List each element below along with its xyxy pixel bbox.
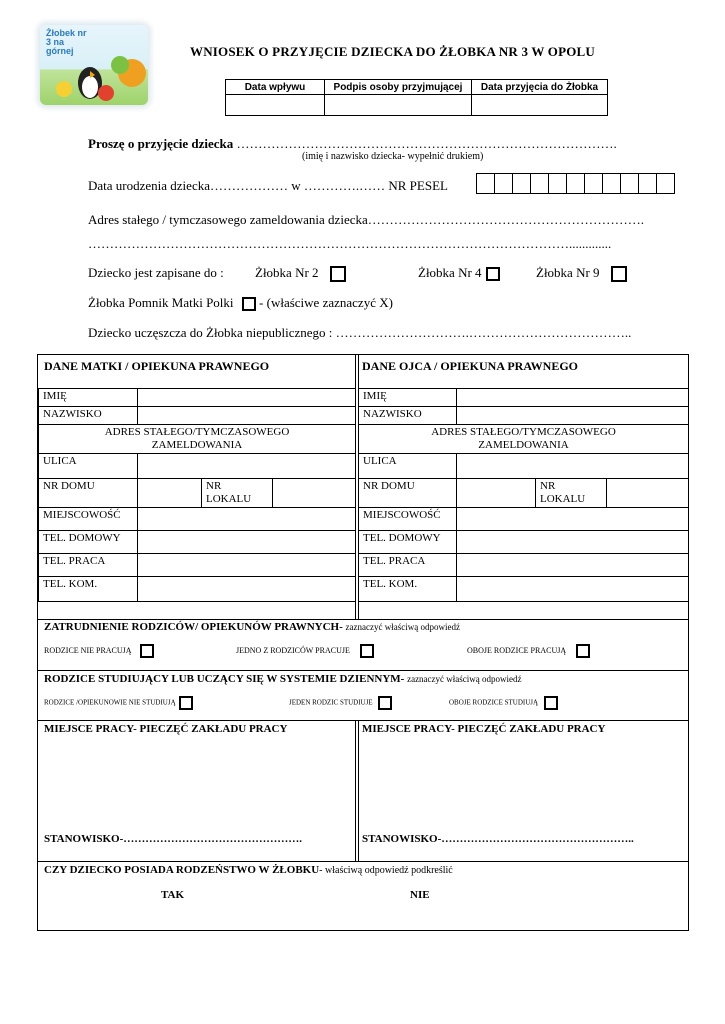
study-opt1[interactable]: RODZICE /OPIEKUNOWIE NIE STUDIUJĄ	[44, 696, 193, 710]
father-town-label: MIEJSCOWOŚĆ	[359, 508, 457, 531]
birth-date-field[interactable]: Data urodzenia dziecka……………… w ………….…… NR PESEL	[88, 178, 448, 193]
siblings-section	[44, 864, 453, 876]
page-title: WNIOSEK O PRZYJĘCIE DZIECKA DO ŻŁOBKA NR 3 W OPOLU	[190, 44, 596, 59]
mother-tel-mobile-label: TEL. KOM.	[39, 577, 138, 602]
father-flat-input[interactable]	[607, 479, 689, 508]
position-field-right[interactable]: STANOWISKO-……………………………………………..	[362, 833, 634, 845]
mother-house-label: NR DOMU	[39, 479, 138, 508]
request-line	[88, 136, 617, 152]
address-field[interactable]: Adres stałego / tymczasowego zameldowania dziecka……………………………………………………….	[88, 212, 644, 227]
mother-last-name-label: NAZWISKO	[39, 407, 138, 425]
siblings-yes[interactable]: TAK	[161, 889, 185, 901]
request-hint: (imię i nazwisko dziecka- wypełnić drukiem)	[302, 151, 484, 162]
employment-opt1-checkbox[interactable]	[140, 644, 154, 658]
mother-town-label: MIEJSCOWOŚĆ	[39, 508, 138, 531]
study-opt2-checkbox[interactable]	[378, 696, 392, 710]
pesel-boxes[interactable]	[476, 173, 675, 194]
nursery2-checkbox[interactable]	[330, 266, 346, 282]
father-house-input[interactable]	[457, 479, 536, 508]
study-opt2[interactable]: JEDEN RODZIC STUDIUJE	[289, 696, 392, 710]
mother-house-input[interactable]	[138, 479, 202, 508]
father-street-input[interactable]	[457, 454, 689, 479]
employment-opt3[interactable]: OBOJE RODZICE PRACUJĄ	[467, 644, 590, 658]
study-header: RODZICE STUDIUJĄCY LUB UCZĄCY SIĘ W SYSTEMIE DZIENNYM-	[44, 673, 405, 685]
nursery2-option[interactable]	[255, 265, 346, 282]
study-opt1-checkbox[interactable]	[179, 696, 193, 710]
employment-header: ZATRUDNIENIE RODZICÓW/ OPIEKUNÓW PRAWNYCH-	[44, 621, 343, 633]
father-flat-label: NR LOKALU	[536, 479, 607, 508]
father-tel-work-input[interactable]	[457, 554, 689, 577]
mother-tel-home-input[interactable]	[138, 531, 356, 554]
nursery-pomnik-checkbox[interactable]	[242, 297, 256, 311]
nursery-logo	[40, 25, 148, 105]
parents-data-form	[37, 354, 689, 931]
study-section	[44, 673, 522, 685]
nursery9-label: Żłobka Nr 9	[536, 265, 600, 280]
logo-text: Żłobek nr 3 na górnej	[46, 28, 87, 56]
admission-date-header: Data przyjęcia do Żłobka	[472, 80, 608, 95]
father-header: DANE OJCA / OPIEKUNA PRAWNEGO	[362, 359, 579, 373]
private-nursery-field[interactable]: Dziecko uczęszcza do Żłobka niepublicznego : ………………………….………………………………..	[88, 325, 632, 340]
received-date-cell[interactable]	[226, 95, 325, 116]
child-name-field[interactable]: …………………………………………………………………………….	[236, 136, 617, 151]
father-town-input[interactable]	[457, 508, 689, 531]
father-last-name-label: NAZWISKO	[359, 407, 457, 425]
father-tel-home-label: TEL. DOMOWY	[359, 531, 457, 554]
father-tel-home-input[interactable]	[457, 531, 689, 554]
mother-first-name-label: IMIĘ	[39, 389, 138, 407]
nursery4-label: Żłobka Nr 4	[418, 265, 482, 280]
nursery4-checkbox[interactable]	[486, 267, 500, 281]
receiver-signature-cell[interactable]	[325, 95, 472, 116]
father-house-label: NR DOMU	[359, 479, 457, 508]
siblings-header: CZY DZIECKO POSIADA RODZEŃSTWO W ŻŁOBKU	[44, 864, 320, 876]
work-header-left: MIEJSCE PRACY- PIECZĘĆ ZAKŁADU PRACY	[44, 723, 288, 735]
father-tel-mobile-input[interactable]	[457, 577, 689, 602]
mother-first-name-input[interactable]	[138, 389, 356, 407]
mother-street-label: ULICA	[39, 454, 138, 479]
mother-flat-input[interactable]	[273, 479, 356, 508]
nursery9-option[interactable]	[536, 265, 627, 282]
father-first-name-input[interactable]	[457, 389, 689, 407]
nursery4-option[interactable]	[418, 265, 500, 281]
employment-section	[44, 621, 460, 633]
study-hint: zaznaczyć właściwą odpowiedź	[407, 674, 522, 684]
receiver-signature-header: Podpis osoby przyjmującej	[325, 80, 472, 95]
nursery-pomnik-label: Żłobka Pomnik Matki Polki	[88, 295, 234, 310]
received-date-header: Data wpływu	[226, 80, 325, 95]
siblings-hint: - właściwą odpowiedź podkreślić	[319, 865, 453, 876]
employment-hint: zaznaczyć właściwą odpowiedź	[345, 622, 460, 632]
mother-last-name-input[interactable]	[138, 407, 356, 425]
study-opt3-checkbox[interactable]	[544, 696, 558, 710]
mother-street-input[interactable]	[138, 454, 356, 479]
father-tel-work-label: TEL. PRACA	[359, 554, 457, 577]
mother-tel-work-label: TEL. PRACA	[39, 554, 138, 577]
mother-table	[38, 388, 356, 602]
enrolled-label: Dziecko jest zapisane do :	[88, 265, 224, 280]
employment-opt2[interactable]: JEDNO Z RODZICÓW PRACUJE	[236, 644, 374, 658]
father-last-name-input[interactable]	[457, 407, 689, 425]
address-field-continued[interactable]: ………………………………………………………………………………………………….............	[88, 236, 612, 251]
employment-opt3-checkbox[interactable]	[576, 644, 590, 658]
mother-header: DANE MATKI / OPIEKUNA PRAWNEGO	[44, 359, 270, 373]
work-header-right: MIEJSCE PRACY- PIECZĘĆ ZAKŁADU PRACY	[362, 723, 606, 735]
position-field-left[interactable]: STANOWISKO-………………………………………….	[44, 833, 303, 845]
employment-opt1[interactable]: RODZICE NIE PRACUJĄ	[44, 644, 154, 658]
mother-address-header: ADRES STAŁEGO/TYMCZASOWEGO ZAMELDOWANIA	[39, 425, 356, 454]
father-table	[358, 388, 689, 602]
request-label: Proszę o przyjęcie dziecka	[88, 136, 234, 151]
mother-tel-home-label: TEL. DOMOWY	[39, 531, 138, 554]
father-first-name-label: IMIĘ	[359, 389, 457, 407]
study-opt3[interactable]: OBOJE RODZICE STUDIUJĄ	[449, 696, 558, 710]
nursery2-label: Żłobka Nr 2	[255, 265, 319, 280]
mother-town-input[interactable]	[138, 508, 356, 531]
mother-tel-work-input[interactable]	[138, 554, 356, 577]
father-street-label: ULICA	[359, 454, 457, 479]
mother-flat-label: NR LOKALU	[202, 479, 273, 508]
employment-opt2-checkbox[interactable]	[360, 644, 374, 658]
nursery9-checkbox[interactable]	[611, 266, 627, 282]
logo-illustration	[40, 25, 148, 105]
father-address-header: ADRES STAŁEGO/TYMCZASOWEGO ZAMELDOWANIA	[359, 425, 689, 454]
father-tel-mobile-label: TEL. KOM.	[359, 577, 457, 602]
nursery-pomnik-option[interactable]	[88, 295, 393, 311]
office-use-table	[225, 79, 608, 116]
mark-x-hint: - (właściwe zaznaczyć X)	[259, 295, 393, 310]
admission-date-cell[interactable]	[472, 95, 608, 116]
mother-tel-mobile-input[interactable]	[138, 577, 356, 602]
siblings-no[interactable]: NIE	[410, 889, 430, 901]
